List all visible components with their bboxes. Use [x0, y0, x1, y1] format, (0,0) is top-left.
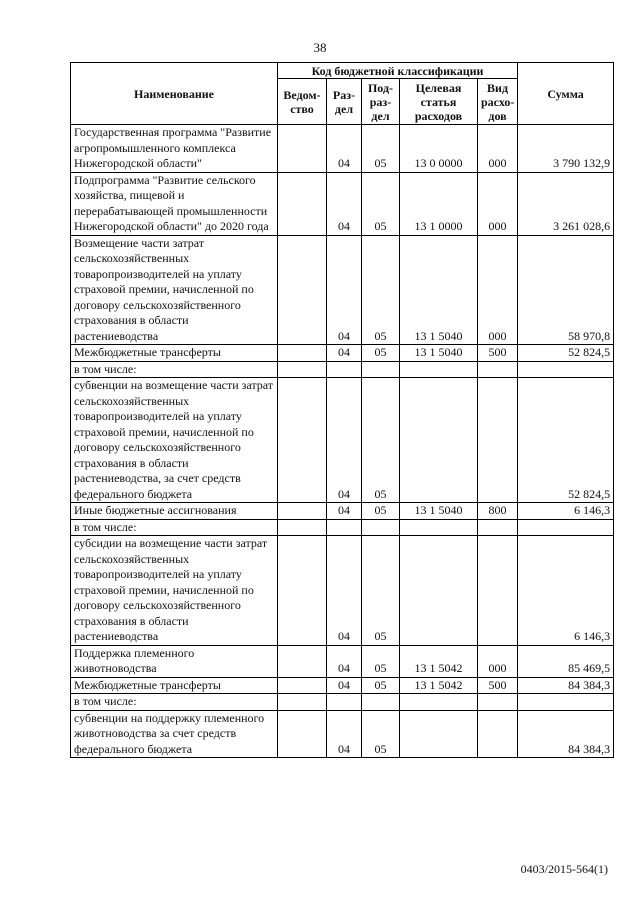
row-expense-type	[478, 519, 518, 536]
row-target	[400, 361, 478, 378]
row-target: 13 1 5042	[400, 677, 478, 694]
row-dept	[278, 345, 327, 362]
page-number: 38	[313, 40, 327, 55]
header-sum: Сумма	[518, 63, 614, 125]
row-expense-type	[478, 694, 518, 711]
row-sum: 84 384,3	[518, 710, 614, 758]
row-dept	[278, 235, 327, 345]
row-name: в том числе:	[71, 519, 278, 536]
row-target: 13 1 5040	[400, 503, 478, 520]
table-row	[71, 536, 614, 646]
row-dept	[278, 125, 327, 173]
row-section: 04	[327, 235, 362, 345]
row-name: субвенции на возмещение части затрат сельскохозяйственных товаропроизводителей на уплату страховой премии, начисленной по договору сельскохозяйственного страхования в области растениеводства, за счет средств федерального бюджета	[71, 378, 278, 503]
row-sum: 6 146,3	[518, 503, 614, 520]
table-row	[71, 710, 614, 758]
row-expense-type: 000	[478, 645, 518, 677]
row-dept	[278, 710, 327, 758]
row-subsection: 05	[362, 378, 400, 503]
row-sum: 84 384,3	[518, 677, 614, 694]
row-expense-type: 000	[478, 235, 518, 345]
header-section: Раз-дел	[327, 79, 362, 125]
row-section	[327, 694, 362, 711]
header-expense-type: Вид расхо-дов	[478, 79, 518, 125]
table-row	[71, 645, 614, 677]
row-expense-type	[478, 378, 518, 503]
row-dept	[278, 519, 327, 536]
row-name: Поддержка племенного животноводства	[71, 645, 278, 677]
row-expense-type: 000	[478, 172, 518, 235]
row-name: в том числе:	[71, 694, 278, 711]
row-section: 04	[327, 172, 362, 235]
row-name: Возмещение части затрат сельскохозяйственных товаропроизводителей на уплату страховой премии, начисленной по договору сельскохозяйственного страхования в области растениеводства	[71, 235, 278, 345]
row-target	[400, 710, 478, 758]
row-dept	[278, 536, 327, 646]
row-subsection: 05	[362, 235, 400, 345]
row-dept	[278, 361, 327, 378]
row-target: 13 0 0000	[400, 125, 478, 173]
row-sum: 58 970,8	[518, 235, 614, 345]
row-subsection: 05	[362, 503, 400, 520]
row-sum: 85 469,5	[518, 645, 614, 677]
row-dept	[278, 677, 327, 694]
row-sum: 52 824,5	[518, 345, 614, 362]
row-subsection	[362, 694, 400, 711]
row-sum: 3 790 132,9	[518, 125, 614, 173]
row-name: Межбюджетные трансферты	[71, 677, 278, 694]
row-section: 04	[327, 378, 362, 503]
header-target: Целевая статья расходов	[400, 79, 478, 125]
row-expense-type	[478, 536, 518, 646]
row-sum: 3 261 028,6	[518, 172, 614, 235]
table-row	[71, 677, 614, 694]
row-target: 13 1 5040	[400, 345, 478, 362]
row-section	[327, 361, 362, 378]
row-subsection: 05	[362, 536, 400, 646]
row-section: 04	[327, 503, 362, 520]
row-expense-type: 500	[478, 345, 518, 362]
row-sum	[518, 694, 614, 711]
table-row	[71, 345, 614, 362]
row-name: Иные бюджетные ассигнования	[71, 503, 278, 520]
row-expense-type: 800	[478, 503, 518, 520]
row-subsection: 05	[362, 172, 400, 235]
row-name: субвенции на поддержку племенного животноводства за счет средств федерального бюджета	[71, 710, 278, 758]
row-section: 04	[327, 677, 362, 694]
table-row	[71, 235, 614, 345]
budget-table	[70, 62, 614, 758]
row-subsection: 05	[362, 645, 400, 677]
header-dept: Ведом-ство	[278, 79, 327, 125]
row-name: Межбюджетные трансферты	[71, 345, 278, 362]
row-subsection: 05	[362, 125, 400, 173]
row-sum: 6 146,3	[518, 536, 614, 646]
row-sum	[518, 361, 614, 378]
header-subsection: Под-раз-дел	[362, 79, 400, 125]
row-target: 13 1 0000	[400, 172, 478, 235]
row-expense-type	[478, 710, 518, 758]
table-row	[71, 519, 614, 536]
row-subsection: 05	[362, 710, 400, 758]
row-name: Подпрограмма "Развитие сельского хозяйства, пищевой и перерабатывающей промышленности Нижегородской области" до 2020 года	[71, 172, 278, 235]
table-row	[71, 361, 614, 378]
header-code-group: Код бюджетной классификации	[278, 63, 518, 79]
row-section: 04	[327, 345, 362, 362]
row-name: в том числе:	[71, 361, 278, 378]
table-row	[71, 125, 614, 173]
row-target	[400, 378, 478, 503]
row-expense-type	[478, 361, 518, 378]
row-section: 04	[327, 645, 362, 677]
row-target: 13 1 5042	[400, 645, 478, 677]
row-dept	[278, 378, 327, 503]
table-row	[71, 694, 614, 711]
table-body	[71, 125, 614, 758]
document-code: 0403/2015-564(1)	[520, 862, 608, 876]
row-dept	[278, 645, 327, 677]
row-target: 13 1 5040	[400, 235, 478, 345]
row-target	[400, 536, 478, 646]
row-dept	[278, 694, 327, 711]
table-row	[71, 503, 614, 520]
row-expense-type: 000	[478, 125, 518, 173]
row-expense-type: 500	[478, 677, 518, 694]
row-target	[400, 519, 478, 536]
row-name: Государственная программа "Развитие агропромышленного комплекса Нижегородской области"	[71, 125, 278, 173]
row-subsection: 05	[362, 677, 400, 694]
row-name: субсидии на возмещение части затрат сельскохозяйственных товаропроизводителей на уплату страховой премии, начисленной по договору сельскохозяйственного страхования в области растениеводства	[71, 536, 278, 646]
row-subsection	[362, 361, 400, 378]
row-dept	[278, 172, 327, 235]
row-section: 04	[327, 710, 362, 758]
row-section: 04	[327, 125, 362, 173]
row-sum	[518, 519, 614, 536]
row-section	[327, 519, 362, 536]
row-target	[400, 694, 478, 711]
row-dept	[278, 503, 327, 520]
row-section: 04	[327, 536, 362, 646]
header-name: Наименование	[71, 63, 278, 125]
row-sum: 52 824,5	[518, 378, 614, 503]
row-subsection: 05	[362, 345, 400, 362]
table-row	[71, 378, 614, 503]
table-row	[71, 172, 614, 235]
row-subsection	[362, 519, 400, 536]
